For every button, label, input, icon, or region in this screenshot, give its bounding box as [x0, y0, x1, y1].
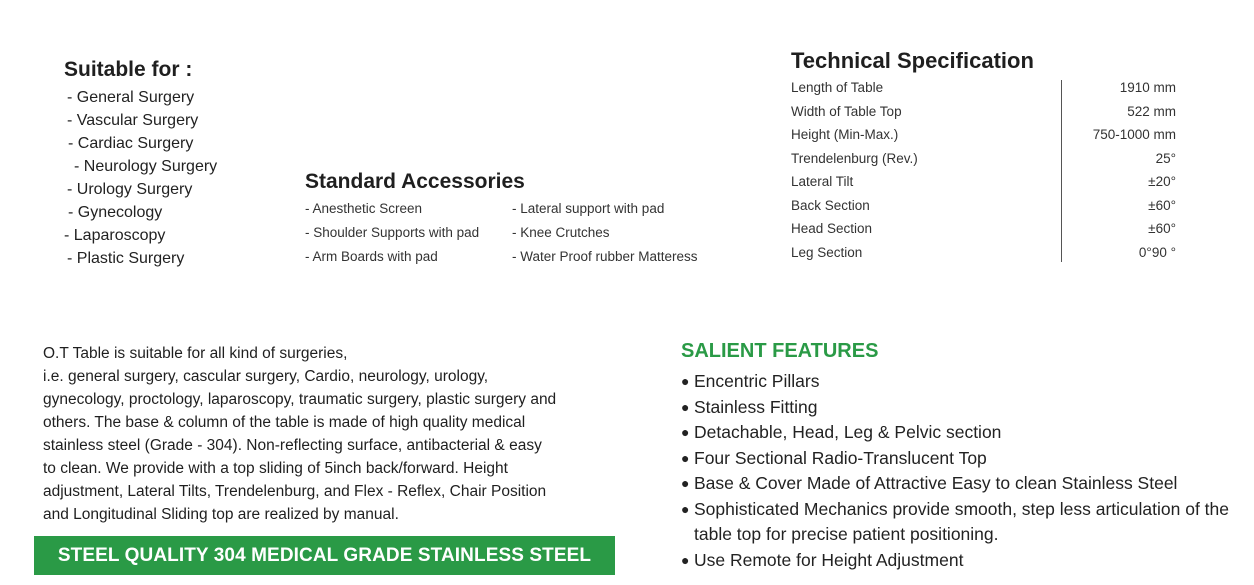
spec-row — [791, 100, 1191, 124]
accessory-item: - Lateral support with pad — [512, 201, 665, 216]
feature-text: Detachable, Head, Leg & Pelvic section — [694, 422, 1002, 442]
spec-row — [791, 76, 1191, 100]
salient-features-list — [681, 369, 1241, 573]
description-paragraph — [43, 342, 623, 526]
bullet-icon: ● — [681, 475, 690, 491]
feature-text: Sophisticated Mechanics provide smooth, step less articulation of the table top for precise patient positioning. — [694, 498, 1230, 544]
feature-item — [681, 471, 1241, 497]
suitable-for-heading: Suitable for : — [64, 58, 193, 81]
description-line: to clean. We provide with a top sliding of 5inch back/forward. Height — [43, 460, 508, 477]
spec-label: Trendelenburg (Rev.) — [791, 150, 918, 166]
spec-label: Lateral Tilt — [791, 174, 854, 190]
list-item: - Plastic Surgery — [67, 250, 185, 267]
steel-quality-banner-text: STEEL QUALITY 304 MEDICAL GRADE STAINLESS STEEL — [57, 544, 592, 566]
bullet-icon: ● — [681, 500, 690, 517]
spec-row — [791, 241, 1191, 265]
spec-row — [791, 123, 1191, 147]
feature-item — [681, 497, 1241, 548]
spec-value: 750-1000 mm — [1092, 127, 1176, 143]
salient-features-section — [681, 340, 1241, 573]
list-item: - Vascular Surgery — [67, 112, 199, 129]
technical-specification-heading: Technical Specification — [791, 48, 1034, 73]
spec-label: Back Section — [791, 197, 870, 213]
bullet-icon: ● — [681, 551, 690, 568]
spec-value: ±60° — [1148, 221, 1176, 237]
description-line: others. The base & column of the table is made of high quality medical — [43, 414, 526, 431]
bullet-icon: ● — [681, 449, 690, 466]
feature-text: Use Remote for Height Adjustment — [694, 549, 964, 570]
list-item: - Neurology Surgery — [74, 158, 218, 175]
spec-row — [791, 170, 1191, 194]
feature-text: Encentric Pillars — [694, 371, 820, 391]
list-item: - Laparoscopy — [64, 227, 166, 244]
feature-text: Base & Cover Made of Attractive Easy to clean Stainless Steel — [694, 473, 1178, 493]
list-item: - Cardiac Surgery — [68, 135, 194, 152]
list-item: - General Surgery — [67, 89, 195, 106]
spec-value: 0°90 ° — [1138, 244, 1176, 260]
accessory-item: - Arm Boards with pad — [305, 249, 438, 264]
spec-row — [791, 217, 1191, 241]
accessory-item: - Shoulder Supports with pad — [305, 225, 480, 240]
spec-row — [791, 147, 1191, 171]
feature-item — [681, 369, 1241, 395]
spec-table — [791, 76, 1191, 264]
spec-label: Head Section — [791, 221, 873, 237]
standard-accessories-heading: Standard Accessories — [305, 170, 525, 193]
feature-item — [681, 446, 1241, 472]
spec-label: Height (Min-Max.) — [791, 127, 899, 143]
description-line: stainless steel (Grade - 304). Non-reflecting surface, antibacterial & easy — [43, 437, 542, 454]
accessory-item: - Water Proof rubber Matteress — [512, 249, 698, 264]
spec-value: 522 mm — [1127, 103, 1176, 119]
spec-label: Leg Section — [791, 244, 863, 260]
suitable-for-list — [64, 86, 217, 270]
spec-value: 1910 mm — [1119, 80, 1176, 96]
spec-value: ±60° — [1148, 197, 1176, 213]
bullet-icon: ● — [681, 373, 690, 389]
spec-value: ±20° — [1148, 174, 1176, 190]
spec-row — [791, 194, 1191, 218]
spec-divider — [1061, 80, 1062, 262]
suitable-for-section — [64, 58, 217, 270]
description-line: i.e. general surgery, cascular surgery, Cardio, neurology, urology, — [43, 368, 489, 385]
feature-item — [681, 420, 1241, 446]
feature-text: Four Sectional Radio-Translucent Top — [694, 447, 987, 468]
description-line: and Longitudinal Sliding top are realized by manual. — [43, 506, 399, 523]
accessory-item: - Knee Crutches — [512, 225, 610, 240]
accessory-item: - Anesthetic Screen — [305, 201, 423, 216]
technical-specification-section — [791, 48, 1191, 264]
description-line: O.T Table is suitable for all kind of surgeries, — [43, 345, 348, 362]
bullet-icon: ● — [681, 398, 690, 415]
description-line: adjustment, Lateral Tilts, Trendelenburg, and Flex - Reflex, Chair Position — [43, 483, 547, 500]
feature-item — [681, 395, 1241, 421]
salient-features-heading: SALIENT FEATURES — [681, 340, 879, 362]
spec-value: 25° — [1155, 150, 1176, 166]
standard-accessories-section — [305, 170, 745, 269]
list-item: - Urology Surgery — [67, 181, 193, 198]
list-item: - Gynecology — [68, 204, 163, 221]
feature-text: Stainless Fitting — [694, 396, 818, 417]
spec-label: Length of Table — [791, 80, 884, 96]
accessories-grid — [305, 197, 745, 269]
description-line: gynecology, proctology, laparoscopy, traumatic surgery, plastic surgery and — [43, 391, 557, 408]
feature-item — [681, 548, 1241, 574]
steel-quality-banner — [34, 536, 615, 575]
bullet-icon: ● — [681, 424, 690, 440]
spec-label: Width of Table Top — [791, 103, 902, 119]
